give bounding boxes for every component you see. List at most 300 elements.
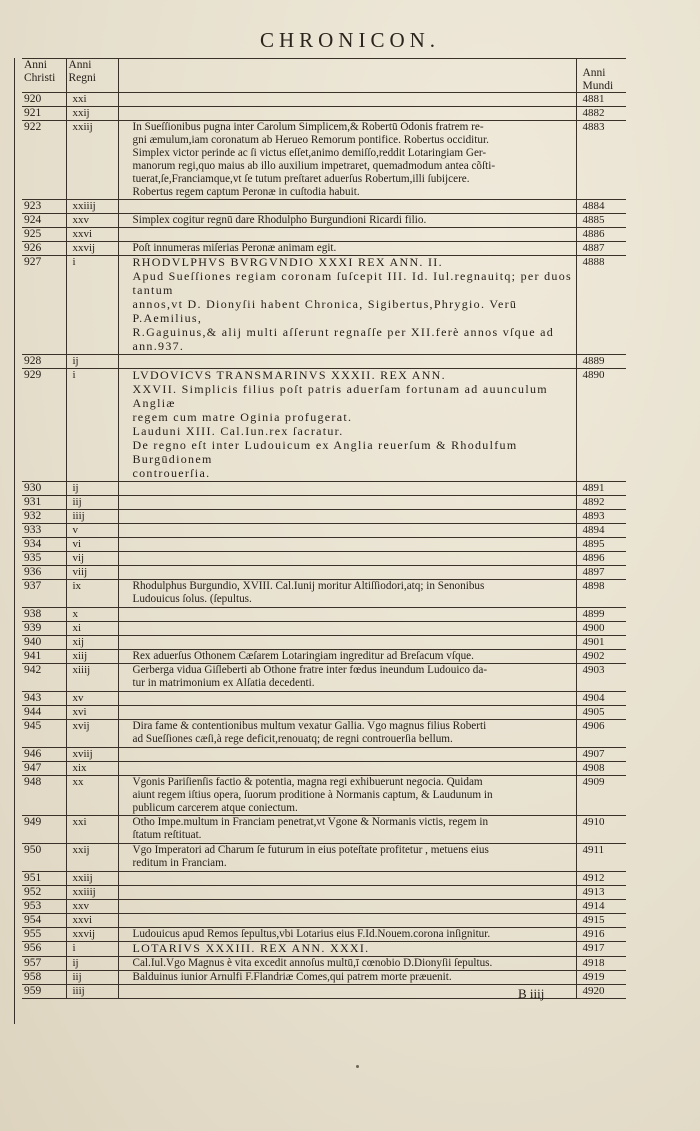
anni-regni-cell (66, 776, 118, 816)
anni-regni-value: iiij (72, 510, 85, 522)
table-row (22, 538, 626, 552)
event-text-cell (118, 93, 576, 107)
anni-mundi-cell (576, 121, 626, 200)
anni-christi-value: 947 (24, 762, 42, 774)
anni-mundi-value: 4886 (582, 228, 605, 240)
anni-regni-value: xxv (72, 900, 89, 912)
anni-mundi-value: 4884 (582, 200, 605, 212)
anni-regni-cell (66, 214, 118, 228)
anni-regni-value: xxiiij (72, 200, 96, 212)
anni-regni-cell (66, 566, 118, 580)
anni-regni-cell (66, 762, 118, 776)
table-row (22, 720, 626, 748)
anni-mundi-cell (576, 844, 626, 872)
anni-mundi-value: 4916 (582, 928, 605, 940)
table-row (22, 650, 626, 664)
anni-regni-value: i (72, 256, 76, 268)
anni-christi-cell (22, 971, 66, 985)
anni-regni-cell (66, 482, 118, 496)
anni-christi-value: 926 (24, 242, 42, 254)
event-text-cell (118, 776, 576, 816)
anni-christi-cell (22, 496, 66, 510)
anni-christi-value: 922 (24, 121, 42, 133)
anni-mundi-cell (576, 957, 626, 971)
anni-mundi-cell (576, 482, 626, 496)
anni-christi-cell (22, 369, 66, 482)
anni-regni-cell (66, 886, 118, 900)
anni-christi-cell (22, 706, 66, 720)
anni-mundi-cell (576, 214, 626, 228)
anni-christi-value: 935 (24, 552, 42, 564)
event-text: In Sueſſionibus pugna inter Carolum Simplicem,& Robertū Odonis fratrem re- gni æmulum,iam coronatum ab Herueo Remorum pontifice. Robertus occiditur. Simplex victor perinde ac ſi victus eſſet,animo demiſſo,reddit Lotaringiam Ger- manorum regi,quo maius ab illo auxilium impetraret, quemadmodum antea cõſti- tuerat,ſe,Franciamque,vt ſe tutum preſtaret aduerſus Robertum,illi ſubijcere. Robertus regem captum Peronæ in cuſtodia habuit. (132, 121, 496, 198)
anni-mundi-value: 4887 (582, 242, 605, 254)
anni-regni-value: v (72, 524, 78, 536)
anni-regni-value: i (72, 942, 76, 954)
anni-christi-cell (22, 776, 66, 816)
anni-christi-value: 945 (24, 720, 42, 732)
anni-regni-cell (66, 872, 118, 886)
table-row (22, 580, 626, 608)
anni-mundi-value: 4908 (582, 762, 605, 774)
anni-mundi-cell (576, 985, 626, 999)
table-row (22, 228, 626, 242)
anni-mundi-cell (576, 872, 626, 886)
anni-mundi-cell (576, 538, 626, 552)
anni-christi-value: 936 (24, 566, 42, 578)
anni-christi-value: 946 (24, 748, 42, 760)
anni-mundi-value: 4885 (582, 214, 605, 226)
anni-mundi-value: 4900 (582, 622, 605, 634)
anni-christi-cell (22, 242, 66, 256)
anni-regni-cell (66, 928, 118, 942)
anni-christi-value: 956 (24, 942, 42, 954)
anni-mundi-cell (576, 622, 626, 636)
anni-mundi-cell (576, 369, 626, 482)
anni-regni-cell (66, 664, 118, 692)
event-text-cell (118, 914, 576, 928)
table-row (22, 510, 626, 524)
anni-regni-value: xxi (72, 816, 87, 828)
anni-regni-value: xxiij (72, 872, 93, 884)
anni-regni-value: iiij (72, 985, 85, 997)
anni-regni-cell (66, 608, 118, 622)
anni-regni-cell (66, 580, 118, 608)
event-text-cell (118, 985, 576, 999)
anni-christi-cell (22, 608, 66, 622)
table-row (22, 214, 626, 228)
event-text: Ludouicus apud Remos ſepultus,vbi Lotarius eius F.Id.Nouem.corona inſignitur. (132, 928, 491, 940)
anni-regni-cell (66, 720, 118, 748)
event-text: Cal.Iul.Vgo Magnus è vita excedit annoſus multū,ī cœnobio D.Dionyſii ſepultus. (132, 957, 493, 969)
anni-regni-value: xxvi (72, 914, 93, 926)
event-text: Rhodulphus Burgundio, XVIII. Cal.Iunij moritur Altiſſiodori,atq; in Senonibus Ludouicus ſolus. (ſepultus. (132, 580, 485, 605)
anni-christi-value: 955 (24, 928, 42, 940)
anni-mundi-value: 4915 (582, 914, 605, 926)
event-text-cell (118, 844, 576, 872)
event-text-cell (118, 900, 576, 914)
event-text-cell (118, 622, 576, 636)
anni-christi-cell (22, 900, 66, 914)
header-anni-christi: Anni Christi (22, 59, 66, 93)
anni-mundi-cell (576, 816, 626, 844)
anni-regni-value: iij (72, 496, 82, 508)
table-row (22, 566, 626, 580)
anni-mundi-value: 4901 (582, 636, 605, 648)
event-text-cell (118, 242, 576, 256)
table-row (22, 706, 626, 720)
anni-regni-cell (66, 107, 118, 121)
anni-christi-value: 944 (24, 706, 42, 718)
anni-regni-value: viij (72, 566, 88, 578)
anni-christi-value: 933 (24, 524, 42, 536)
anni-regni-cell (66, 93, 118, 107)
anni-christi-value: 928 (24, 355, 42, 367)
anni-mundi-cell (576, 762, 626, 776)
anni-christi-cell (22, 510, 66, 524)
anni-regni-value: vij (72, 552, 85, 564)
anni-regni-cell (66, 957, 118, 971)
anni-christi-cell (22, 844, 66, 872)
table-row (22, 762, 626, 776)
anni-regni-cell (66, 355, 118, 369)
event-text-cell (118, 942, 576, 957)
table-row (22, 256, 626, 355)
anni-mundi-value: 4891 (582, 482, 605, 494)
anni-mundi-value: 4905 (582, 706, 605, 718)
table-row (22, 552, 626, 566)
anni-mundi-value: 4896 (582, 552, 605, 564)
anni-mundi-value: 4894 (582, 524, 605, 536)
anni-mundi-value: 4883 (582, 121, 605, 133)
anni-christi-cell (22, 256, 66, 355)
anni-christi-value: 943 (24, 692, 42, 704)
event-text-cell (118, 762, 576, 776)
anni-christi-cell (22, 720, 66, 748)
anni-regni-value: ix (72, 580, 82, 592)
table-row (22, 93, 626, 107)
table-row (22, 816, 626, 844)
table-row (22, 886, 626, 900)
anni-mundi-value: 4912 (582, 872, 605, 884)
anni-christi-value: 938 (24, 608, 42, 620)
anni-regni-value: xxiij (72, 121, 93, 133)
anni-christi-value: 959 (24, 985, 42, 997)
anni-regni-value: xvi (72, 706, 87, 718)
anni-christi-cell (22, 200, 66, 214)
anni-christi-cell (22, 355, 66, 369)
anni-christi-value: 927 (24, 256, 42, 268)
anni-mundi-cell (576, 242, 626, 256)
anni-christi-cell (22, 942, 66, 957)
anni-christi-value: 932 (24, 510, 42, 522)
anni-christi-cell (22, 552, 66, 566)
anni-christi-cell (22, 985, 66, 999)
anni-regni-cell (66, 496, 118, 510)
anni-christi-value: 954 (24, 914, 42, 926)
table-row (22, 692, 626, 706)
anni-regni-value: iij (72, 971, 82, 983)
table-row (22, 121, 626, 200)
anni-regni-cell (66, 706, 118, 720)
anni-christi-value: 931 (24, 496, 42, 508)
anni-regni-cell (66, 985, 118, 999)
anni-mundi-value: 4919 (582, 971, 605, 983)
anni-regni-value: xviij (72, 748, 93, 760)
anni-regni-cell (66, 650, 118, 664)
anni-regni-value: xxi (72, 93, 87, 105)
anni-mundi-cell (576, 355, 626, 369)
anni-mundi-cell (576, 928, 626, 942)
anni-mundi-value: 4913 (582, 886, 605, 898)
anni-christi-value: 950 (24, 844, 42, 856)
signature-mark: B iiij (518, 986, 545, 1001)
event-text: Poſt innumeras miſerias Peronæ animam egit. (132, 242, 337, 254)
anni-mundi-value: 4889 (582, 355, 605, 367)
anni-mundi-cell (576, 776, 626, 816)
event-text: Gerberga vidua Giſleberti ab Othone fratre inter fœdus ineundum Ludouico da- tur in matrimonium ex Alſatia decedenti. (132, 664, 488, 689)
anni-mundi-value: 4911 (582, 844, 605, 856)
anni-christi-cell (22, 886, 66, 900)
event-text-cell (118, 706, 576, 720)
event-text-cell (118, 369, 576, 482)
anni-christi-value: 953 (24, 900, 42, 912)
anni-mundi-value: 4895 (582, 538, 605, 550)
anni-christi-cell (22, 524, 66, 538)
anni-christi-value: 951 (24, 872, 42, 884)
event-text-cell (118, 971, 576, 985)
anni-christi-value: 948 (24, 776, 42, 788)
anni-regni-value: xvij (72, 720, 90, 732)
anni-regni-cell (66, 552, 118, 566)
event-text-cell (118, 957, 576, 971)
anni-mundi-value: 4902 (582, 650, 605, 662)
anni-christi-cell (22, 93, 66, 107)
table-row (22, 664, 626, 692)
event-text-cell (118, 355, 576, 369)
anni-christi-value: 923 (24, 200, 42, 212)
anni-christi-value: 939 (24, 622, 42, 634)
anni-christi-cell (22, 872, 66, 886)
anni-mundi-cell (576, 664, 626, 692)
anni-mundi-cell (576, 107, 626, 121)
anni-christi-cell (22, 636, 66, 650)
anni-christi-cell (22, 748, 66, 762)
anni-regni-value: xxiiij (72, 886, 96, 898)
table-row (22, 355, 626, 369)
anni-christi-cell (22, 214, 66, 228)
event-text-cell (118, 872, 576, 886)
table-row (22, 496, 626, 510)
anni-mundi-cell (576, 636, 626, 650)
anni-christi-value: 925 (24, 228, 42, 240)
anni-christi-cell (22, 482, 66, 496)
anni-christi-cell (22, 538, 66, 552)
anni-regni-cell (66, 369, 118, 482)
anni-mundi-cell (576, 942, 626, 957)
event-text: Balduinus iunior Arnulfi F.Flandriæ Comes,qui patrem morte præuenit. (132, 971, 452, 983)
anni-regni-cell (66, 242, 118, 256)
anni-christi-cell (22, 762, 66, 776)
anni-mundi-cell (576, 886, 626, 900)
anni-mundi-cell (576, 914, 626, 928)
anni-regni-cell (66, 228, 118, 242)
event-text: LOTARIVS XXXIII. REX ANN. XXXI. (132, 941, 370, 955)
table-row (22, 482, 626, 496)
anni-regni-cell (66, 748, 118, 762)
anni-mundi-value: 4892 (582, 496, 605, 508)
event-text-cell (118, 538, 576, 552)
anni-mundi-value: 4918 (582, 957, 605, 969)
anni-regni-cell (66, 256, 118, 355)
anni-regni-cell (66, 900, 118, 914)
anni-christi-value: 949 (24, 816, 42, 828)
table-row (22, 200, 626, 214)
event-text-cell (118, 664, 576, 692)
anni-regni-cell (66, 692, 118, 706)
anni-regni-cell (66, 636, 118, 650)
anni-regni-cell (66, 524, 118, 538)
anni-mundi-value: 4907 (582, 748, 605, 760)
table-row (22, 928, 626, 942)
event-text-cell (118, 748, 576, 762)
event-text: Otho Impe.multum in Franciam penetrat,vt Vgone & Normanis victis, regem in ſtatum reſtituat. (132, 816, 489, 841)
anni-christi-cell (22, 957, 66, 971)
event-text-cell (118, 214, 576, 228)
chronology-table (22, 58, 626, 999)
anni-regni-cell (66, 200, 118, 214)
anni-christi-value: 941 (24, 650, 42, 662)
anni-christi-cell (22, 580, 66, 608)
event-text: Dira fame & contentionibus multum vexatur Gallia. Vgo magnus filius Roberti ad Sueſſiones cæſi,à rege deficit,renouatq; de regni controuerſia bellum. (132, 720, 487, 745)
event-text-cell (118, 886, 576, 900)
anni-christi-value: 942 (24, 664, 42, 676)
table-row (22, 900, 626, 914)
table-row (22, 107, 626, 121)
anni-regni-value: ij (72, 482, 79, 494)
table-row (22, 636, 626, 650)
anni-regni-cell (66, 538, 118, 552)
anni-christi-cell (22, 664, 66, 692)
table-row (22, 622, 626, 636)
anni-mundi-cell (576, 566, 626, 580)
anni-christi-cell (22, 622, 66, 636)
event-text: Simplex cogitur regnū dare Rhodulpho Burgundioni Ricardi filio. (132, 214, 427, 226)
anni-mundi-value: 4909 (582, 776, 605, 788)
anni-mundi-cell (576, 706, 626, 720)
anni-regni-value: xxvij (72, 242, 96, 254)
anni-mundi-cell (576, 900, 626, 914)
anni-regni-value: ij (72, 957, 79, 969)
anni-regni-cell (66, 971, 118, 985)
anni-mundi-value: 4893 (582, 510, 605, 522)
event-text-cell (118, 720, 576, 748)
anni-regni-value: xi (72, 622, 82, 634)
anni-christi-value: 940 (24, 636, 42, 648)
anni-mundi-value: 4920 (582, 985, 605, 997)
anni-mundi-value: 4897 (582, 566, 605, 578)
anni-regni-value: xxij (72, 107, 90, 119)
anni-mundi-cell (576, 650, 626, 664)
event-text-cell (118, 816, 576, 844)
anni-regni-value: i (72, 369, 76, 381)
header-anni-regni: Anni Regni (66, 59, 118, 93)
anni-christi-cell (22, 914, 66, 928)
anni-regni-value: x (72, 608, 78, 620)
anni-mundi-value: 4914 (582, 900, 605, 912)
anni-regni-cell (66, 622, 118, 636)
event-text: LVDOVICVS TRANSMARINVS XXXII. REX ANN. XXVII. Simplicis filius poſt patris aduerſam fortunam ad auunculum Angliæ regem cum matre Oginia profugerat. Lauduni XIII. Cal.Iun.rex ſacratur. De regno eſt inter Ludouicum ex Anglia reuerſum & Rhodulfum Burgūdionem controuerſia. (132, 368, 548, 480)
anni-mundi-cell (576, 228, 626, 242)
anni-christi-value: 952 (24, 886, 42, 898)
anni-regni-value: ij (72, 355, 79, 367)
event-text: Vgonis Pariſienſis factio & potentia, magna regi exhibuerunt negocia. Quidam aiunt regem iſtius opera, ſuorum proditione à Normanis captum, & Laudunum in publicum carcerem atque coniectum. (132, 776, 493, 814)
table-row (22, 942, 626, 957)
anni-mundi-cell (576, 256, 626, 355)
anni-christi-value: 934 (24, 538, 42, 550)
anni-christi-cell (22, 107, 66, 121)
anni-mundi-cell (576, 608, 626, 622)
table-row (22, 242, 626, 256)
event-text-cell (118, 496, 576, 510)
event-text-cell (118, 510, 576, 524)
anni-mundi-cell (576, 524, 626, 538)
event-text: Rex aduerſus Othonem Cæſarem Lotaringiam ingreditur ad Breſacum vſque. (132, 650, 474, 662)
event-text-cell (118, 200, 576, 214)
event-text-cell (118, 552, 576, 566)
event-text: Vgo Imperatori ad Charum ſe futurum in eius poteſtate profitetur , metuens eius reditum in Franciam. (132, 844, 489, 869)
event-text-cell (118, 608, 576, 622)
anni-mundi-value: 4899 (582, 608, 605, 620)
anni-christi-value: 921 (24, 107, 42, 119)
event-text-cell (118, 566, 576, 580)
anni-mundi-value: 4881 (582, 93, 605, 105)
table-row (22, 524, 626, 538)
anni-christi-cell (22, 928, 66, 942)
anni-christi-value: 958 (24, 971, 42, 983)
anni-regni-value: vi (72, 538, 82, 550)
anni-regni-cell (66, 914, 118, 928)
anni-regni-value: xiij (72, 650, 88, 662)
anni-mundi-value: 4890 (582, 369, 605, 381)
event-text-cell (118, 650, 576, 664)
anni-regni-value: xix (72, 762, 87, 774)
event-text-cell (118, 580, 576, 608)
anni-christi-cell (22, 121, 66, 200)
anni-mundi-value: 4917 (582, 942, 605, 954)
event-text-cell (118, 928, 576, 942)
event-text-cell (118, 121, 576, 200)
header-events (118, 59, 576, 93)
anni-mundi-value: 4903 (582, 664, 605, 676)
anni-regni-value: xij (72, 636, 85, 648)
anni-mundi-cell (576, 510, 626, 524)
table-row (22, 369, 626, 482)
anni-christi-cell (22, 228, 66, 242)
table-row (22, 844, 626, 872)
anni-mundi-cell (576, 720, 626, 748)
ink-dot (356, 1065, 359, 1068)
anni-christi-cell (22, 566, 66, 580)
event-text-cell (118, 228, 576, 242)
table-row (22, 776, 626, 816)
anni-mundi-cell (576, 971, 626, 985)
anni-regni-value: xv (72, 692, 84, 704)
event-text-cell (118, 107, 576, 121)
anni-christi-cell (22, 816, 66, 844)
anni-regni-cell (66, 121, 118, 200)
event-text-cell (118, 524, 576, 538)
anni-christi-cell (22, 692, 66, 706)
